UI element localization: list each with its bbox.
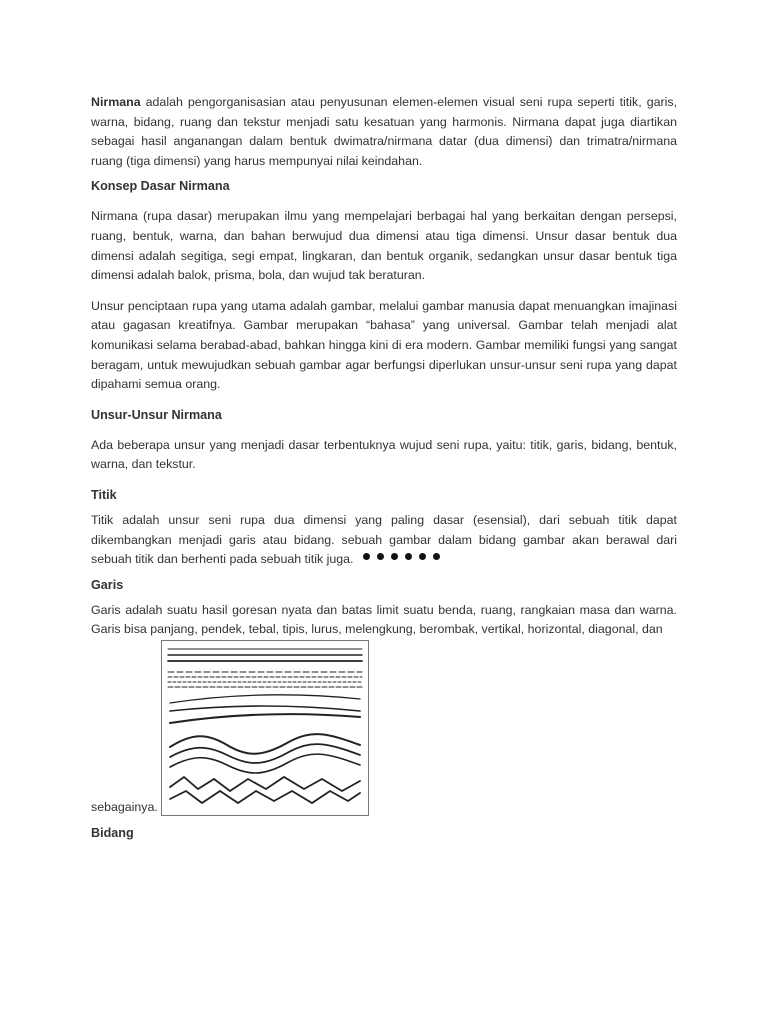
intro-text: adalah pengorganisasian atau penyusunan elemen-elemen visual seni rupa seperti titik, garis, warna, bidang, ruang dan tekstur menjadi satu kesatuan yang harmonis. Nirmana dapat juga diartikan sebagai hasil anganangan dalam bentuk dwimatra/nirmana datar (dua dimensi) dan trimatra/nirmana ruang (tiga dimensi) yang harus mempunyai nilai keindahan. bbox=[91, 95, 677, 168]
dot-mark bbox=[377, 553, 384, 560]
konsep-paragraph-2: Unsur penciptaan rupa yang utama adalah gambar, melalui gambar manusia dapat menuangkan imajinasi atau gagasan kreatifnya. Gambar merupakan “bahasa” yang universal. Gambar telah menjadi alat komunikasi selama berabad-abad, bahkan hingga kini di era modern. Gambar memiliki fungsi yang sangat beragam, untuk mewujudkan sebuah gambar agar berfungsi diperlukan unsur-unsur seni rupa yang dapat dipahami semua orang. bbox=[91, 298, 677, 392]
garis-figure-row bbox=[91, 640, 677, 818]
dot-mark bbox=[419, 553, 426, 560]
curved-line bbox=[170, 714, 360, 723]
wavy-line bbox=[170, 734, 360, 754]
dot-mark bbox=[363, 553, 370, 560]
curved-line bbox=[170, 706, 360, 711]
dots-illustration bbox=[363, 547, 447, 567]
zigzag-line bbox=[170, 777, 360, 791]
dot-mark bbox=[433, 553, 440, 560]
heading-konsep: Konsep Dasar Nirmana bbox=[91, 179, 230, 194]
heading-unsur: Unsur-Unsur Nirmana bbox=[91, 407, 222, 422]
zigzag-line bbox=[170, 791, 360, 803]
dot-mark bbox=[405, 553, 412, 560]
garis-paragraph: Garis adalah suatu hasil goresan nyata dan batas limit suatu benda, ruang, rangkaian masa dan warna. Garis bisa panjang, pendek, tebal, tipis, lurus, melengkung, berombak, vertikal, horizontal, diagonal, dan bbox=[91, 602, 677, 637]
wavy-line bbox=[170, 754, 360, 773]
intro-term: Nirmana bbox=[91, 95, 141, 109]
dot-mark bbox=[391, 553, 398, 560]
line-types-illustration bbox=[161, 640, 369, 816]
curved-line bbox=[170, 695, 360, 703]
konsep-paragraph-1: Nirmana (rupa dasar) merupakan ilmu yang mempelajari berbagai hal yang berkaitan dengan persepsi, ruang, bentuk, warna, dan bahan berwujud dua dimensi atau tiga dimensi. Unsur dasar bentuk dua dimensi adalah segitiga, segi empat, lingkaran, dan bentuk organik, sedangkan unsur dasar bentuk tiga dimensi adalah balok, prisma, bola, dan wujud tak beraturan. bbox=[91, 209, 677, 283]
heading-bidang: Bidang bbox=[91, 825, 134, 840]
garis-tail-text: sebagainya. bbox=[91, 800, 158, 815]
document-body bbox=[91, 93, 677, 843]
intro-paragraph bbox=[91, 93, 677, 171]
heading-garis: Garis bbox=[91, 577, 124, 592]
wavy-line bbox=[170, 744, 360, 763]
heading-titik: Titik bbox=[91, 487, 117, 502]
line-types-svg bbox=[162, 641, 368, 815]
titik-paragraph bbox=[91, 511, 677, 570]
unsur-paragraph-1: Ada beberapa unsur yang menjadi dasar terbentuknya wujud seni rupa, yaitu: titik, garis, bidang, bentuk, warna, dan tekstur. bbox=[91, 437, 677, 472]
titik-text: Titik adalah unsur seni rupa dua dimensi yang paling dasar (esensial), dari sebuah titik dapat dikembangkan menjadi garis atau bidang. sebuah gambar dalam bidang gambar akan berawal dari sebuah titik dan berhenti pada sebuah titik juga. bbox=[91, 512, 677, 567]
